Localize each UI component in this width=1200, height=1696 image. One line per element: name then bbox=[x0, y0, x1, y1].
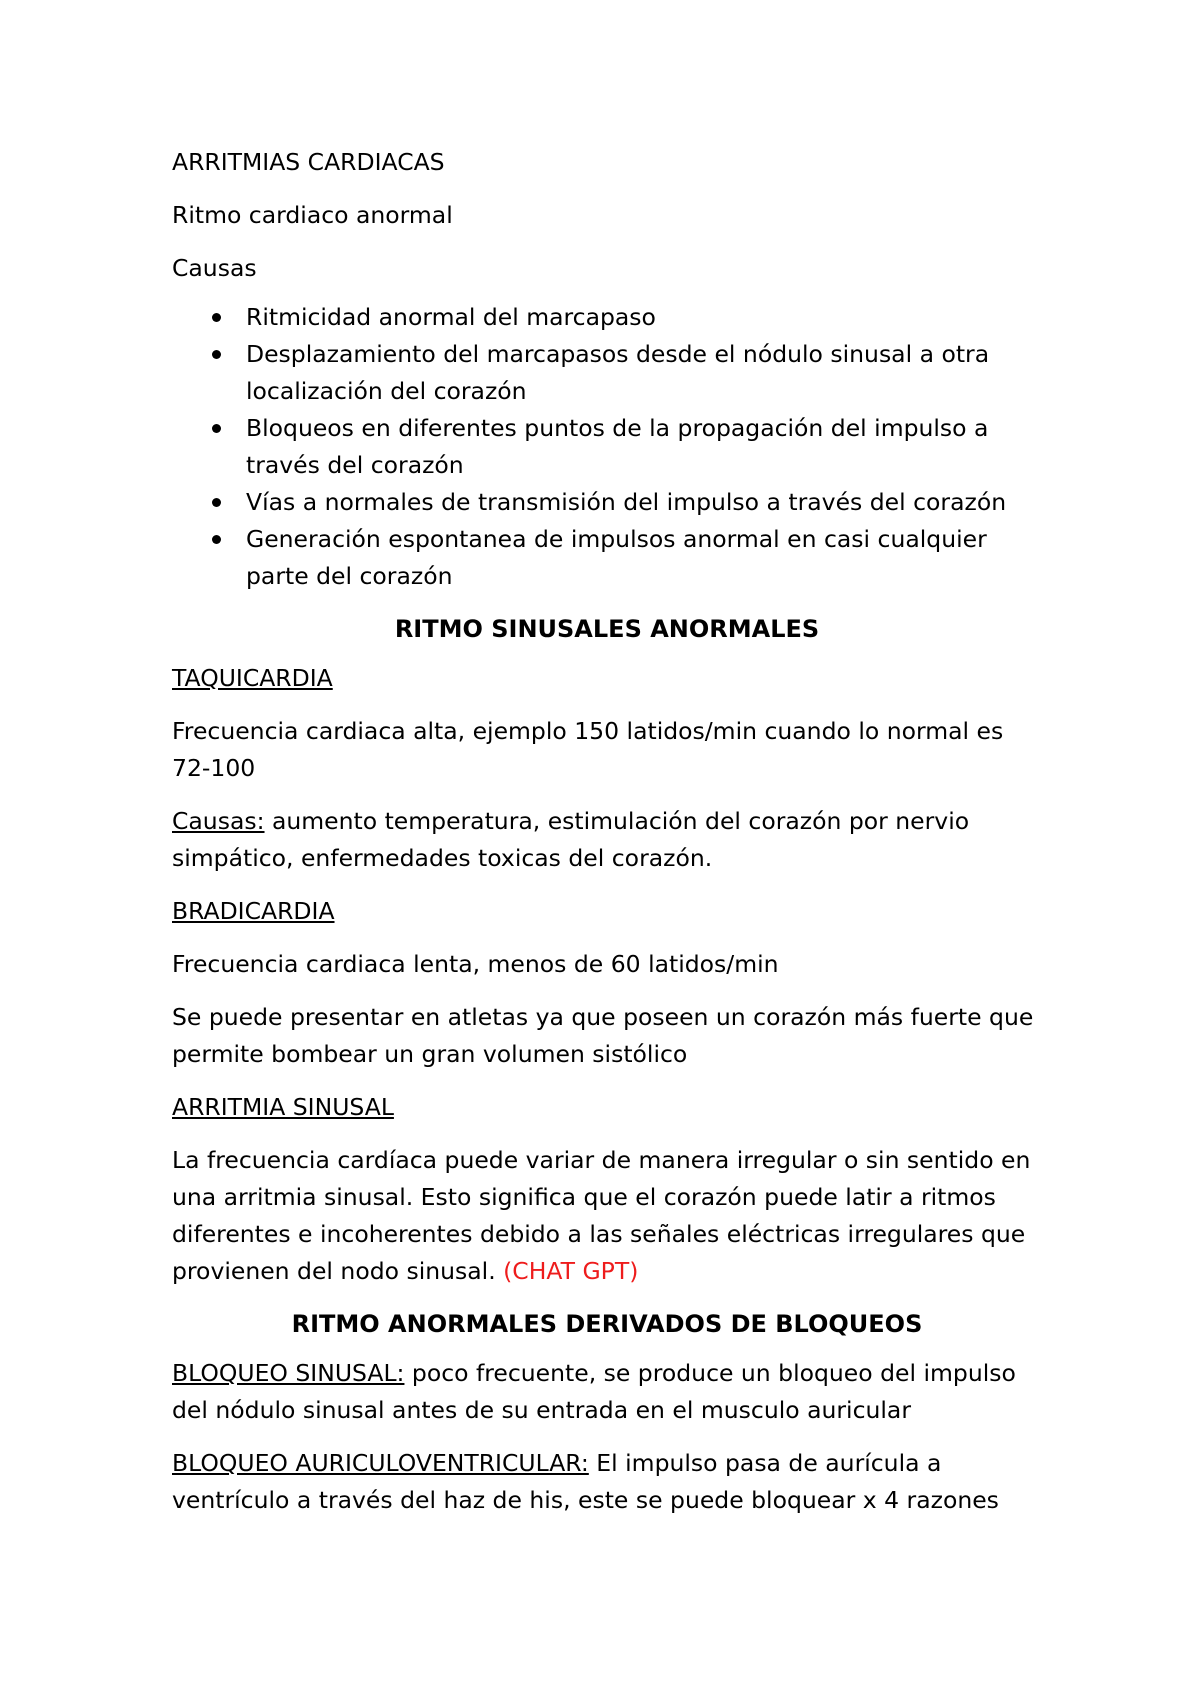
bloqueo-av bbox=[172, 1445, 1042, 1519]
bradicardia-label-text: BRADICARDIA bbox=[172, 897, 335, 925]
list-item-text: Ritmicidad anormal del marcapaso bbox=[246, 303, 656, 331]
list-item-text: Generación espontanea de impulsos anormal en casi cualquier parte del corazón bbox=[246, 525, 987, 590]
bloqueo-sinusal-label: BLOQUEO SINUSAL: bbox=[172, 1359, 405, 1387]
document-subtitle: Ritmo cardiaco anormal bbox=[172, 201, 453, 229]
bradicardia-note: Se puede presentar en atletas ya que poseen un corazón más fuerte que permite bombear un gran volumen sistólico bbox=[172, 1003, 1034, 1068]
bloqueo-av-text: El impulso pasa de aurícula a ventrículo a través del haz de his, este se puede bloquear x 4 razones bbox=[172, 1449, 999, 1514]
list-item-text: Desplazamiento del marcapasos desde el nódulo sinusal a otra localización del corazón bbox=[246, 340, 990, 405]
taquicardia-label bbox=[172, 660, 1042, 697]
list-item bbox=[172, 336, 1042, 410]
arritmia-source: (CHAT GPT) bbox=[503, 1257, 639, 1285]
bradicardia-desc: Frecuencia cardiaca lenta, menos de 60 latidos/min bbox=[172, 950, 779, 978]
taquicardia-causes bbox=[172, 803, 1042, 877]
document-body bbox=[172, 144, 1042, 1535]
list-item-text: Bloqueos en diferentes puntos de la propagación del impulso a través del corazón bbox=[246, 414, 989, 479]
list-item bbox=[172, 410, 1042, 484]
bradicardia-label bbox=[172, 893, 1042, 930]
causes-label: Causas bbox=[172, 254, 257, 282]
bloqueo-av-label: BLOQUEO AURICULOVENTRICULAR: bbox=[172, 1449, 589, 1477]
causes-list bbox=[172, 299, 1042, 595]
document-title: ARRITMIAS CARDIACAS bbox=[172, 148, 445, 176]
section-heading-bloqueos: RITMO ANORMALES DERIVADOS DE BLOQUEOS bbox=[291, 1310, 923, 1338]
bullet-icon bbox=[212, 424, 221, 433]
taquicardia-desc: Frecuencia cardiaca alta, ejemplo 150 latidos/min cuando lo normal es 72-100 bbox=[172, 717, 1004, 782]
bullet-icon bbox=[212, 350, 221, 359]
bullet-icon bbox=[212, 535, 221, 544]
bloqueo-sinusal bbox=[172, 1355, 1042, 1429]
taquicardia-causes-label: Causas: bbox=[172, 807, 265, 835]
list-item bbox=[172, 299, 1042, 336]
list-item-text: Vías a normales de transmisión del impulso a través del corazón bbox=[246, 488, 1007, 516]
list-item bbox=[172, 484, 1042, 521]
taquicardia-label-text: TAQUICARDIA bbox=[172, 664, 333, 692]
taquicardia-causes-text: aumento temperatura, estimulación del corazón por nervio simpático, enfermedades toxicas del corazón. bbox=[172, 807, 970, 872]
section-heading-sinusales: RITMO SINUSALES ANORMALES bbox=[394, 615, 820, 643]
bullet-icon bbox=[212, 313, 221, 322]
arritmia-desc bbox=[172, 1142, 1042, 1290]
bloqueo-sinusal-text: poco frecuente, se produce un bloqueo del impulso del nódulo sinusal antes de su entrada en el musculo auricular bbox=[172, 1359, 1016, 1424]
arritmia-label bbox=[172, 1089, 1042, 1126]
arritmia-label-text: ARRITMIA SINUSAL bbox=[172, 1093, 394, 1121]
arritmia-desc-text: La frecuencia cardíaca puede variar de manera irregular o sin sentido en una arritmia sinusal. Esto significa que el corazón puede latir a ritmos diferentes e incoherentes debido a las señales eléctricas irregulares que provienen del nodo sinusal. bbox=[172, 1146, 1031, 1285]
list-item bbox=[172, 521, 1042, 595]
bullet-icon bbox=[212, 498, 221, 507]
